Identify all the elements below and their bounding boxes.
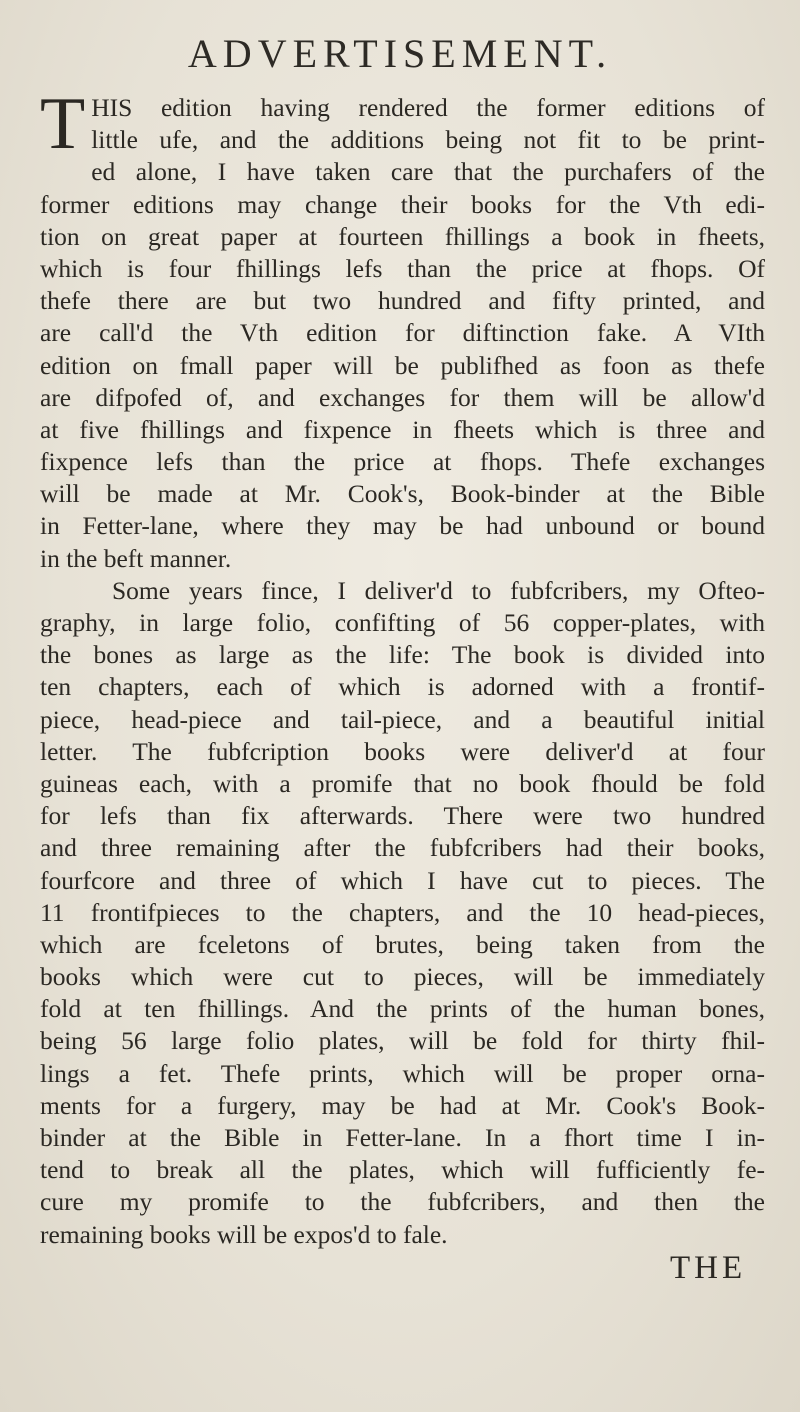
text-line: which are fceletons of brutes, being taken from the — [40, 929, 765, 959]
catchword: THE — [670, 1250, 747, 1286]
text-line: HIS edition having rendered the former editions of — [91, 93, 765, 122]
text-line: lings a fet. Thefe prints, which will be proper orna- — [40, 1058, 765, 1088]
paragraph-2 — [40, 575, 765, 1251]
text-line: being 56 large folio plates, will be fold for thirty fhil- — [40, 1026, 765, 1056]
text-line: remaining books will be expos'd to fale. — [40, 1219, 448, 1249]
text-line: piece, head-piece and tail-piece, and a beautiful initial — [40, 704, 765, 734]
text-line: at five fhillings and fixpence in fheets which is three and — [40, 414, 765, 444]
text-line: ments for a furgery, may be had at Mr. Cook's Book- — [40, 1090, 765, 1120]
text-line: Some years fince, I deliver'd to fubfcribers, my Ofteo- — [112, 575, 765, 605]
text-line: which is four fhillings lefs than the price at fhops. Of — [40, 253, 765, 283]
text-line: for lefs than fix afterwards. There were two hundred — [40, 801, 765, 831]
text-line: edition on fmall paper will be publifhed as foon as thefe — [40, 350, 765, 380]
text-line: fold at ten fhillings. And the prints of the human bones, — [40, 994, 765, 1024]
text-line: ten chapters, each of which is adorned with a frontif- — [40, 672, 765, 702]
text-line: binder at the Bible in Fetter-lane. In a fhort time I in- — [40, 1123, 765, 1152]
text-line: books which were cut to pieces, will be immediately — [40, 962, 765, 992]
text-line: thefe there are but two hundred and fifty printed, and — [40, 286, 765, 316]
text-line: are difpofed of, and exchanges for them will be allow'd — [40, 382, 765, 412]
text-line: cure my promife to the fubfcribers, and then the — [40, 1187, 765, 1217]
text-line: 11 frontifpieces to the chapters, and the 10 head-pieces, — [40, 897, 765, 927]
body-text — [40, 83, 765, 1251]
text-line: graphy, in large folio, confifting of 56 copper-plates, with — [40, 608, 765, 637]
text-line: in Fetter-lane, where they may be had unbound or bound — [40, 511, 765, 541]
text-line: guineas each, with a promife that no book fhould be fold — [40, 768, 765, 798]
text-line: will be made at Mr. Cook's, Book-binder at the Bible — [40, 479, 765, 509]
paragraph-1 — [40, 83, 765, 575]
text-line: the bones as large as the life: The book is divided into — [40, 640, 765, 670]
text-line: letter. The fubfcription books were deliver'd at four — [40, 736, 765, 766]
text-line: tend to break all the plates, which will fufficiently fe- — [40, 1155, 765, 1185]
text-line: in the beft manner. — [40, 543, 232, 573]
page-heading: ADVERTISEMENT. — [187, 31, 613, 76]
text-line: little ufe, and the additions being not fit to be print- — [91, 125, 765, 155]
drop-cap: T — [40, 83, 86, 165]
text-line: fourfcore and three of which I have cut to pieces. The — [40, 865, 765, 895]
text-line: ed alone, I have taken care that the purchafers of the — [91, 157, 765, 187]
text-line: are call'd the Vth edition for diftinction fake. A VIth — [40, 318, 765, 348]
text-line: and three remaining after the fubfcribers had their books, — [40, 833, 765, 863]
text-line: former editions may change their books for the Vth edi- — [40, 189, 765, 219]
text-line: fixpence lefs than the price at fhops. Thefe exchanges — [40, 447, 765, 477]
text-line: tion on great paper at fourteen fhillings a book in fheets, — [40, 221, 765, 251]
